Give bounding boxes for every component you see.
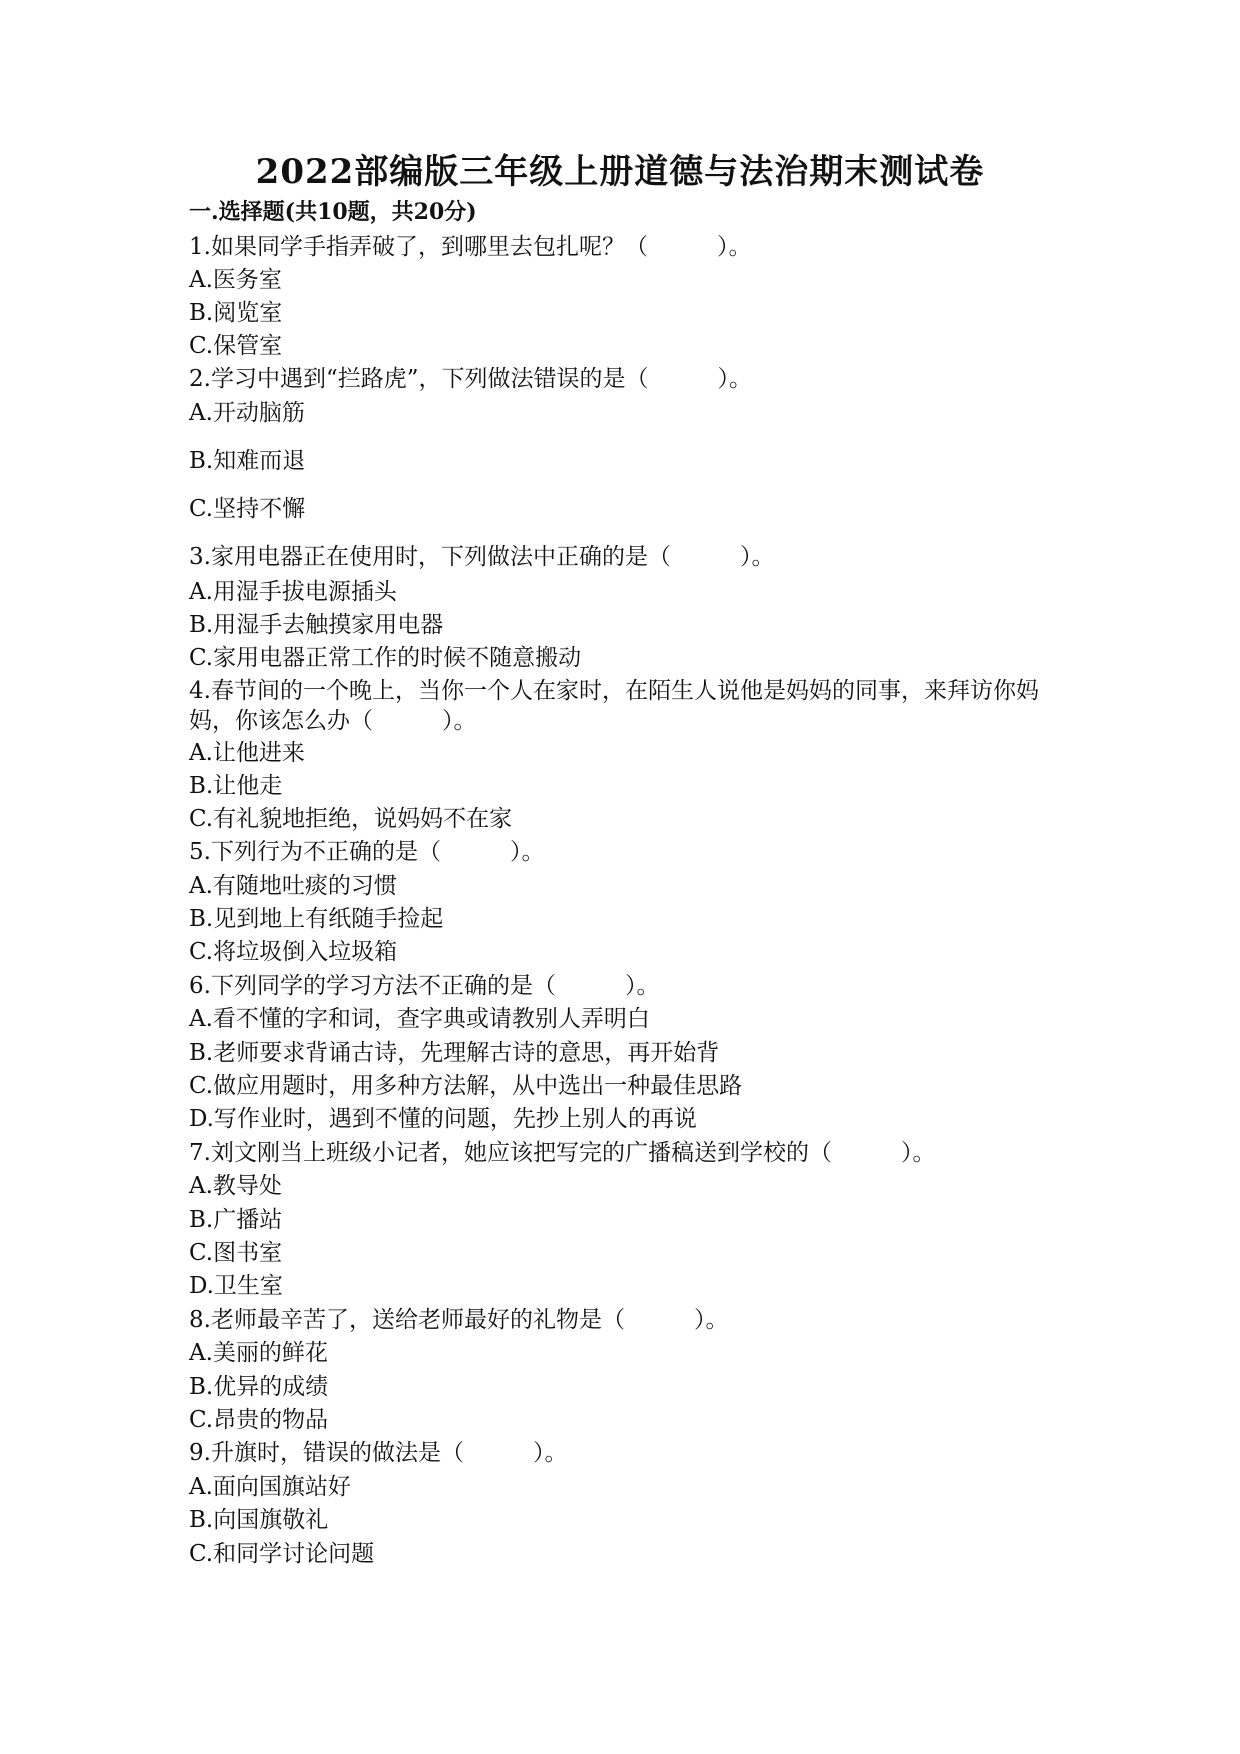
question-option: C.保管室 — [189, 333, 283, 359]
question-stem: 2.学习中遇到“拦路虎”，下列做法错误的是（ ）。 — [189, 366, 752, 392]
question-option: A.教导处 — [189, 1173, 282, 1199]
page-title: 2022部编版三年级上册道德与法治期末测试卷 — [255, 152, 985, 192]
question-option: B.老师要求背诵古诗，先理解古诗的意思，再开始背 — [189, 1040, 720, 1066]
question-option: C.昂贵的物品 — [189, 1407, 329, 1433]
question-option: A.医务室 — [189, 267, 282, 293]
question-option: A.用湿手拔电源插头 — [189, 579, 397, 605]
question-stem: 8.老师最辛苦了，送给老师最好的礼物是（ ）。 — [189, 1307, 729, 1333]
question-stem: 7.刘文刚当上班级小记者，她应该把写完的广播稿送到学校的（ ）。 — [189, 1140, 936, 1166]
question-stem: 1.如果同学手指弄破了，到哪里去包扎呢？（ ）。 — [189, 234, 752, 260]
section-title: 一.选择题(共10题，共20分) — [189, 199, 477, 225]
question-option: D.写作业时，遇到不懂的问题，先抄上别人的再说 — [189, 1106, 697, 1132]
question-option: C.图书室 — [189, 1240, 283, 1266]
question-option: B.优异的成绩 — [189, 1374, 329, 1400]
question-option: C.将垃圾倒入垃圾箱 — [189, 939, 398, 965]
question-option: A.让他进来 — [189, 740, 305, 766]
question-option: C.做应用题时，用多种方法解，从中选出一种最佳思路 — [189, 1073, 743, 1099]
question-stem: 6.下列同学的学习方法不正确的是（ ）。 — [189, 973, 660, 999]
question-option: A.面向国旗站好 — [189, 1474, 351, 1500]
question-option: B.见到地上有纸随手捡起 — [189, 906, 444, 932]
question-option: A.看不懂的字和词，查字典或请教别人弄明白 — [189, 1006, 650, 1032]
question-option: C.有礼貌地拒绝，说妈妈不在家 — [189, 806, 513, 832]
question-stem: 3.家用电器正在使用时，下列做法中正确的是（ ）。 — [189, 544, 775, 570]
question-option: A.美丽的鲜花 — [189, 1340, 328, 1366]
question-option: C.家用电器正常工作的时候不随意搬动 — [189, 645, 582, 671]
question-option: B.阅览室 — [189, 300, 283, 326]
question-option: C.和同学讨论问题 — [189, 1541, 375, 1567]
question-stem: 4.春节间的一个晚上，当你一个人在家时，在陌生人说他是妈妈的同事，来拜访你妈妈，你该怎么办（ ）。 — [189, 678, 1039, 734]
question-option: A.开动脑筋 — [189, 400, 305, 426]
question-option: A.有随地吐痰的习惯 — [189, 873, 397, 899]
question-option: B.让他走 — [189, 773, 283, 799]
question-option: B.广播站 — [189, 1207, 283, 1233]
question-option: B.知难而退 — [189, 448, 306, 474]
question-stem: 9.升旗时，错误的做法是（ ）。 — [189, 1440, 568, 1466]
question-stem: 5.下列行为不正确的是（ ）。 — [189, 839, 545, 865]
question-option: C.坚持不懈 — [189, 496, 306, 522]
question-option: B.用湿手去触摸家用电器 — [189, 612, 444, 638]
question-option: D.卫生室 — [189, 1273, 283, 1299]
question-option: B.向国旗敬礼 — [189, 1507, 329, 1533]
